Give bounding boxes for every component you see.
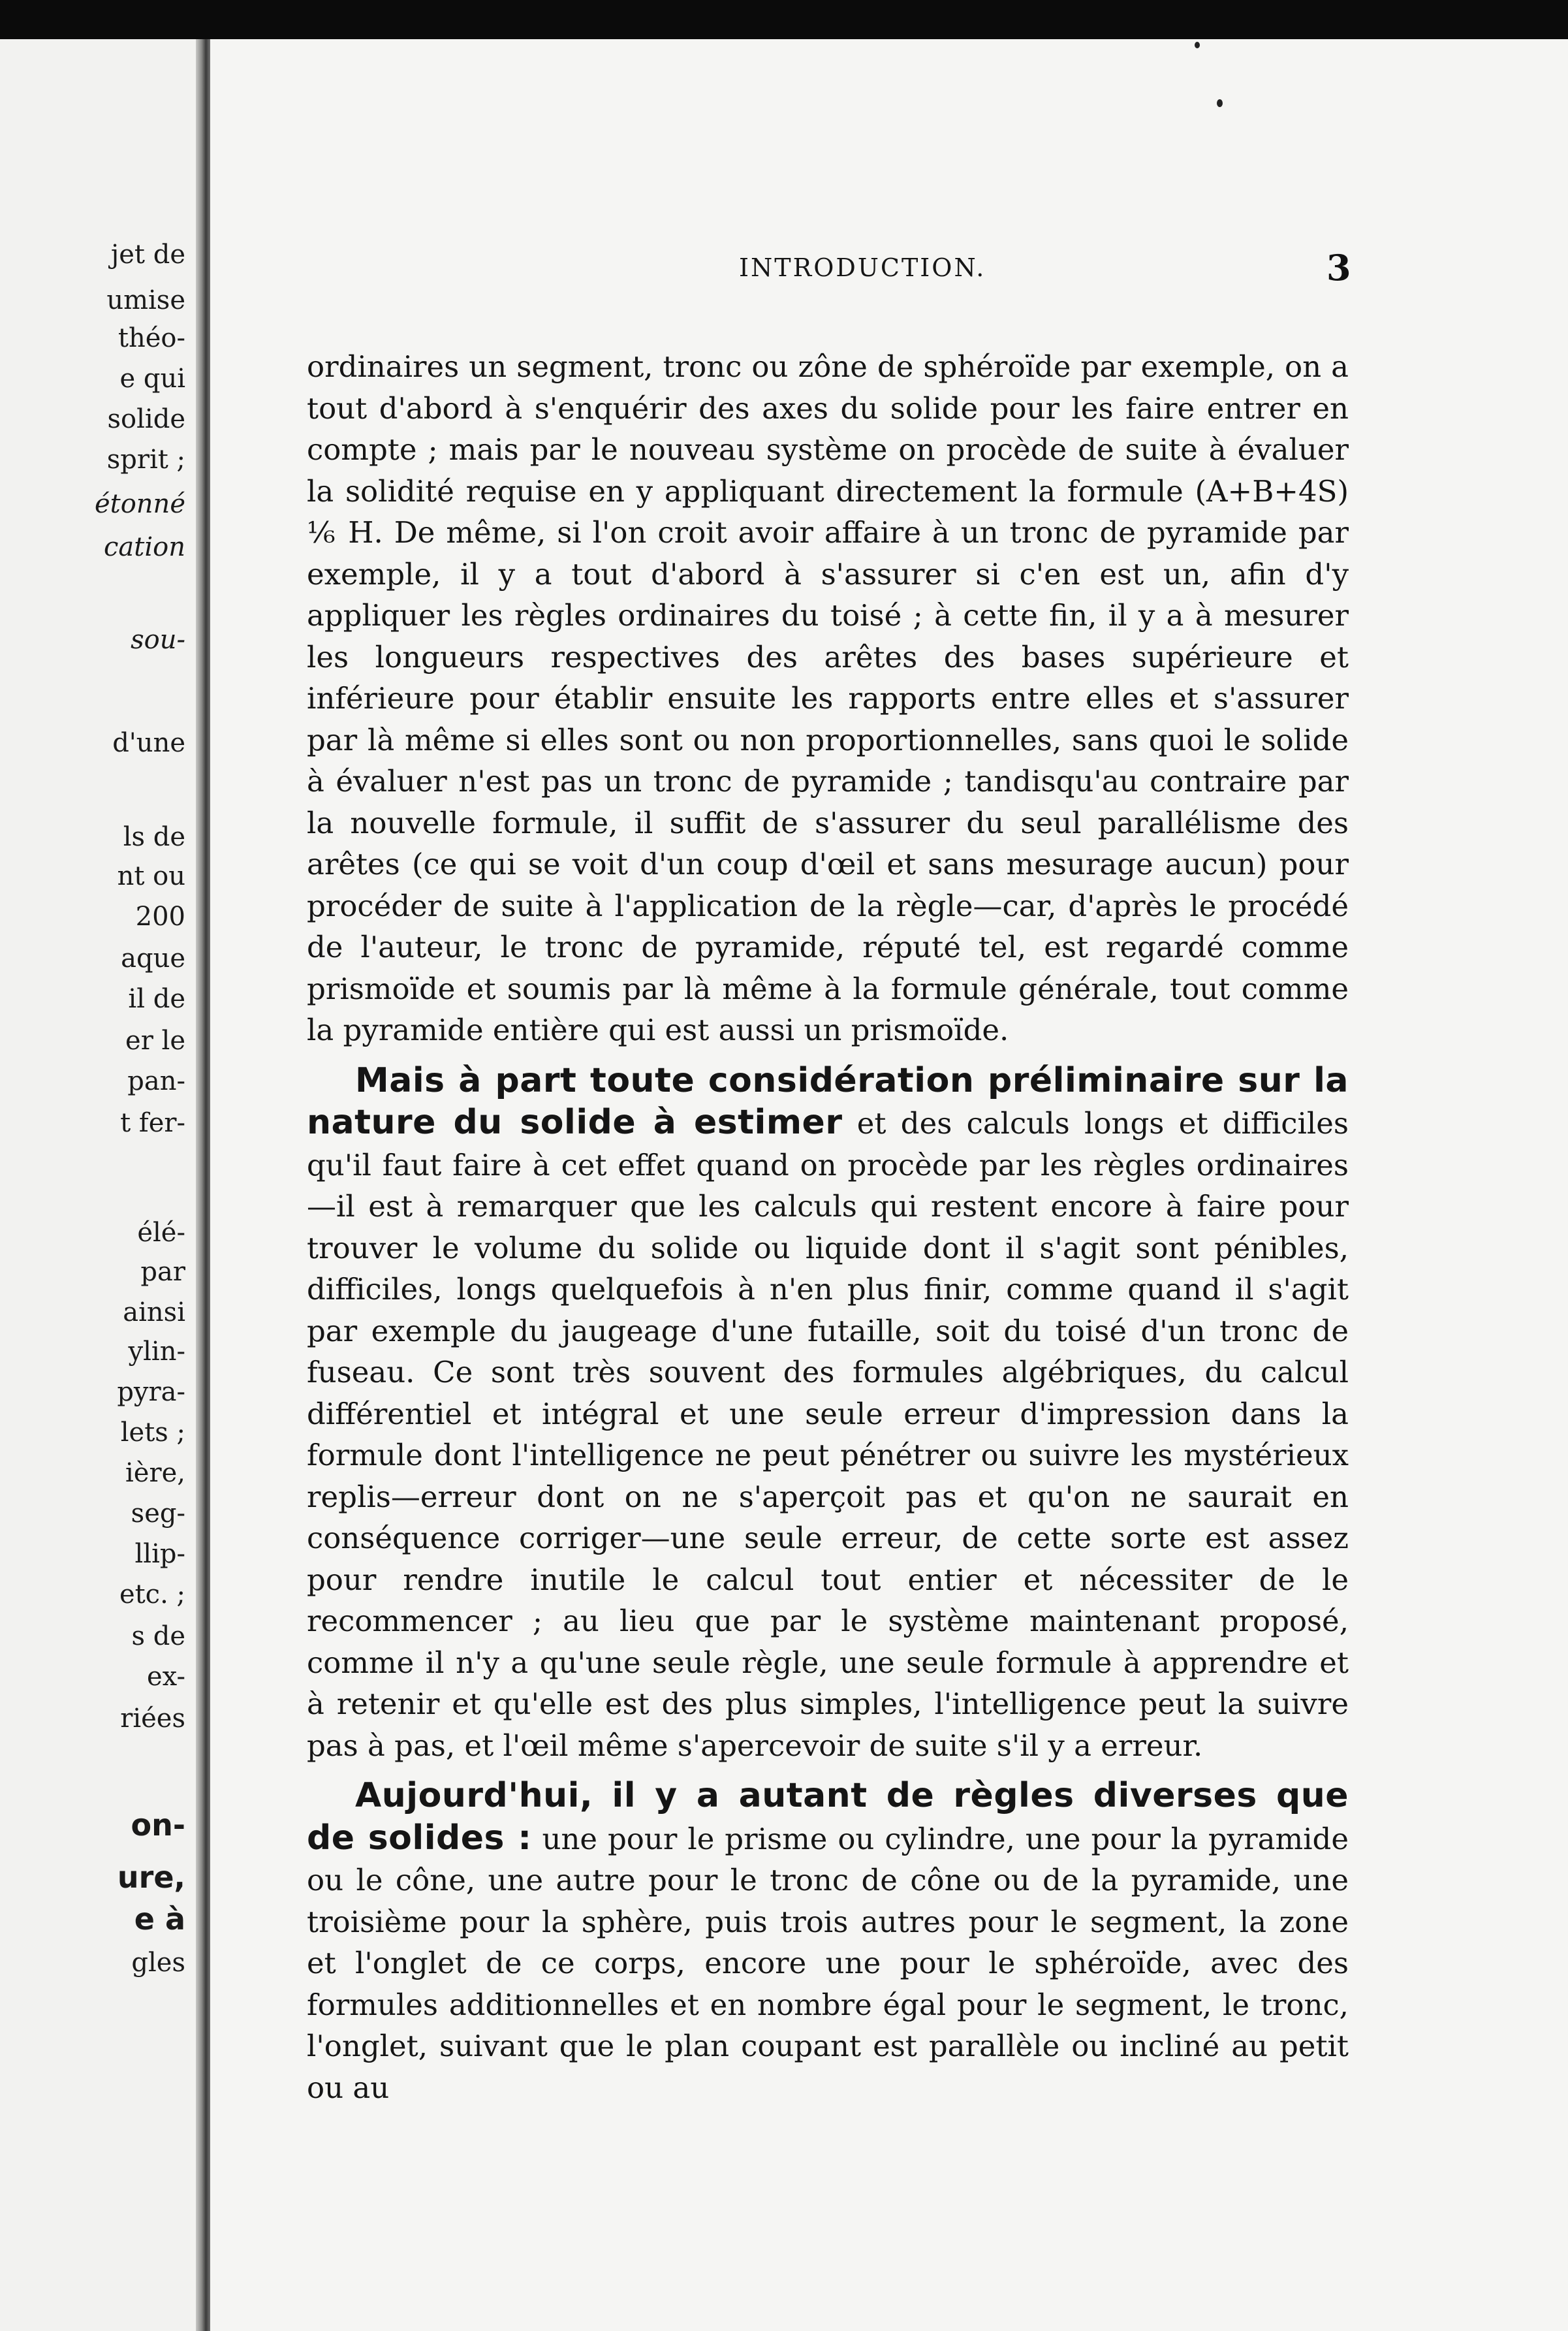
page-header [210, 247, 1351, 289]
left-page-line: nt ou [117, 861, 185, 891]
left-page-line: ure, [117, 1860, 185, 1895]
left-page-line: par [140, 1257, 185, 1287]
left-page-line: ière, [125, 1458, 185, 1488]
left-page-line: riées [120, 1704, 185, 1734]
left-page-fragment [0, 39, 196, 2331]
left-page-line: e qui [119, 364, 185, 394]
left-page-line: er le [125, 1026, 185, 1056]
left-page-line: 200 [135, 902, 185, 932]
left-page-line: élé- [137, 1218, 185, 1248]
paragraph-1: ordinaires un segment, tronc ou zône de sphéroïde par exemple, on a tout d'abord à s'enquérir des axes du solide pour les faire entrer en compte ; mais par le nouveau système on procède de suite à évaluer la solidité requise en y appliquant directement la formule (A+B+4S) ⅙ H. De même, si l'on croit avoir affaire à un tronc de pyramide par exemple, il y a tout d'abord à s'assurer si c'en est un, afin d'y appliquer les règles ordinaires du toisé ; à cette fin, il y a à mesurer les longueurs respectives des arêtes des bases supérieure et inférieure pour établir ensuite les rapports entre elles et s'assurer par là même si elles sont ou non proportionnelles, sans quoi le solide à évaluer n'est pas un tronc de pyramide ; tandisqu'au contraire par la nouvelle formule, il suffit de s'assurer du seul parallélisme des arêtes (ce qui se voit d'un coup d'œil et sans mesurage aucun) pour procéder de suite à l'application de la règle—car, d'après le procédé de l'auteur, le tronc de pyramide, réputé tel, est regardé comme prismoïde et soumis par là même à la formule générale, tout comme la pyramide entière qui est aussi un prismoïde. [307, 349, 1349, 1047]
left-page-line: sprit ; [106, 445, 185, 475]
left-page-line: théo- [118, 323, 185, 353]
left-page-line: jet de [110, 240, 185, 270]
left-page-line: umise [106, 285, 185, 315]
ink-speck [1195, 42, 1200, 48]
left-page-line: ylin- [128, 1337, 185, 1367]
paragraph-2 [307, 1060, 1349, 1767]
left-page-line: ainsi [123, 1297, 185, 1327]
book-gutter [196, 39, 210, 2331]
body-text [307, 346, 1349, 2108]
left-page-line: solide [107, 404, 185, 434]
paragraph-3-text: une pour le prisme ou cylindre, une pour la pyramide ou le cône, une autre pour le tronc de cône ou de la pyramide, une troisième pour la sphère, puis trois autres pour le segment, la zone et l'onglet de ce corps, encore une pour le sphéroïde, avec des formules additionnelles et en nombre égal pour le segment, le tronc, l'onglet, suivant que le plan coupant est parallèle ou incliné au petit ou au [307, 1821, 1349, 2105]
running-head: INTRODUCTION. [739, 253, 986, 282]
left-page-line: s de [131, 1621, 185, 1651]
left-page-line: ex- [146, 1662, 185, 1692]
left-page-line: pan- [127, 1066, 185, 1096]
left-page-line: d'une [112, 728, 185, 758]
left-page-line: aque [121, 944, 185, 974]
left-page-line: llip- [134, 1539, 185, 1569]
left-page-line: seg- [131, 1498, 185, 1529]
page-number: 3 [1326, 247, 1351, 289]
left-page-line: il de [128, 984, 185, 1014]
left-page-line: e à [134, 1901, 185, 1937]
paragraph-2-text: et des calculs longs et difficiles qu'il faut faire à cet effet quand on procède par les règles ordinaires—il est à remarquer que les calculs qui restent encore à faire pour trouver le volume du solide ou liquide dont il s'agit sont pénibles, difficiles, longs quelquefois à n'en plus finir, comme quand il s'agit par exemple du jaugeage d'une futaille, soit du toisé d'un tronc de fuseau. Ce sont très souvent des formules algébriques, du calcul différentiel et intégral et une seule erreur d'impression dans la formule dont l'intelligence ne peut pénétrer ou suivre les mystérieux replis—erreur dont on ne s'aperçoit pas et qu'on ne saurait en conséquence corriger—une seule erreur, de cette sorte est assez pour rendre inutile le calcul tout entier et nécessiter de le recommencer ; au lieu que par le système maintenant proposé, comme il n'y a qu'une seule règle, une seule formule à apprendre et à retenir et qu'elle est des plus simples, l'intelligence peut la suivre pas à pas, et l'œil même s'apercevoir de suite s'il y a erreur. [307, 1106, 1349, 1763]
left-page-line: sou- [131, 625, 185, 655]
left-page-line: on- [131, 1807, 185, 1843]
paragraph-3-lead: Aujourd'hui, il y a autant de règles diverses que de solides : [307, 1776, 1349, 1858]
left-page-line: t fer- [120, 1108, 185, 1138]
paragraph-3 [307, 1775, 1349, 2108]
ink-speck [1217, 99, 1223, 107]
left-page-line: pyra- [117, 1377, 185, 1407]
left-page-line: lets ; [120, 1418, 185, 1448]
left-page-line: ls de [123, 822, 185, 852]
left-page-line: étonné [94, 489, 185, 519]
left-page-line: etc. ; [119, 1579, 185, 1610]
paragraph-2-lead: Mais à part toute considération préliminaire sur la nature du solide à estimer [307, 1060, 1349, 1142]
right-page [210, 39, 1568, 2331]
left-page-line: cation [104, 532, 185, 562]
left-page-line: gles [131, 1948, 185, 1978]
